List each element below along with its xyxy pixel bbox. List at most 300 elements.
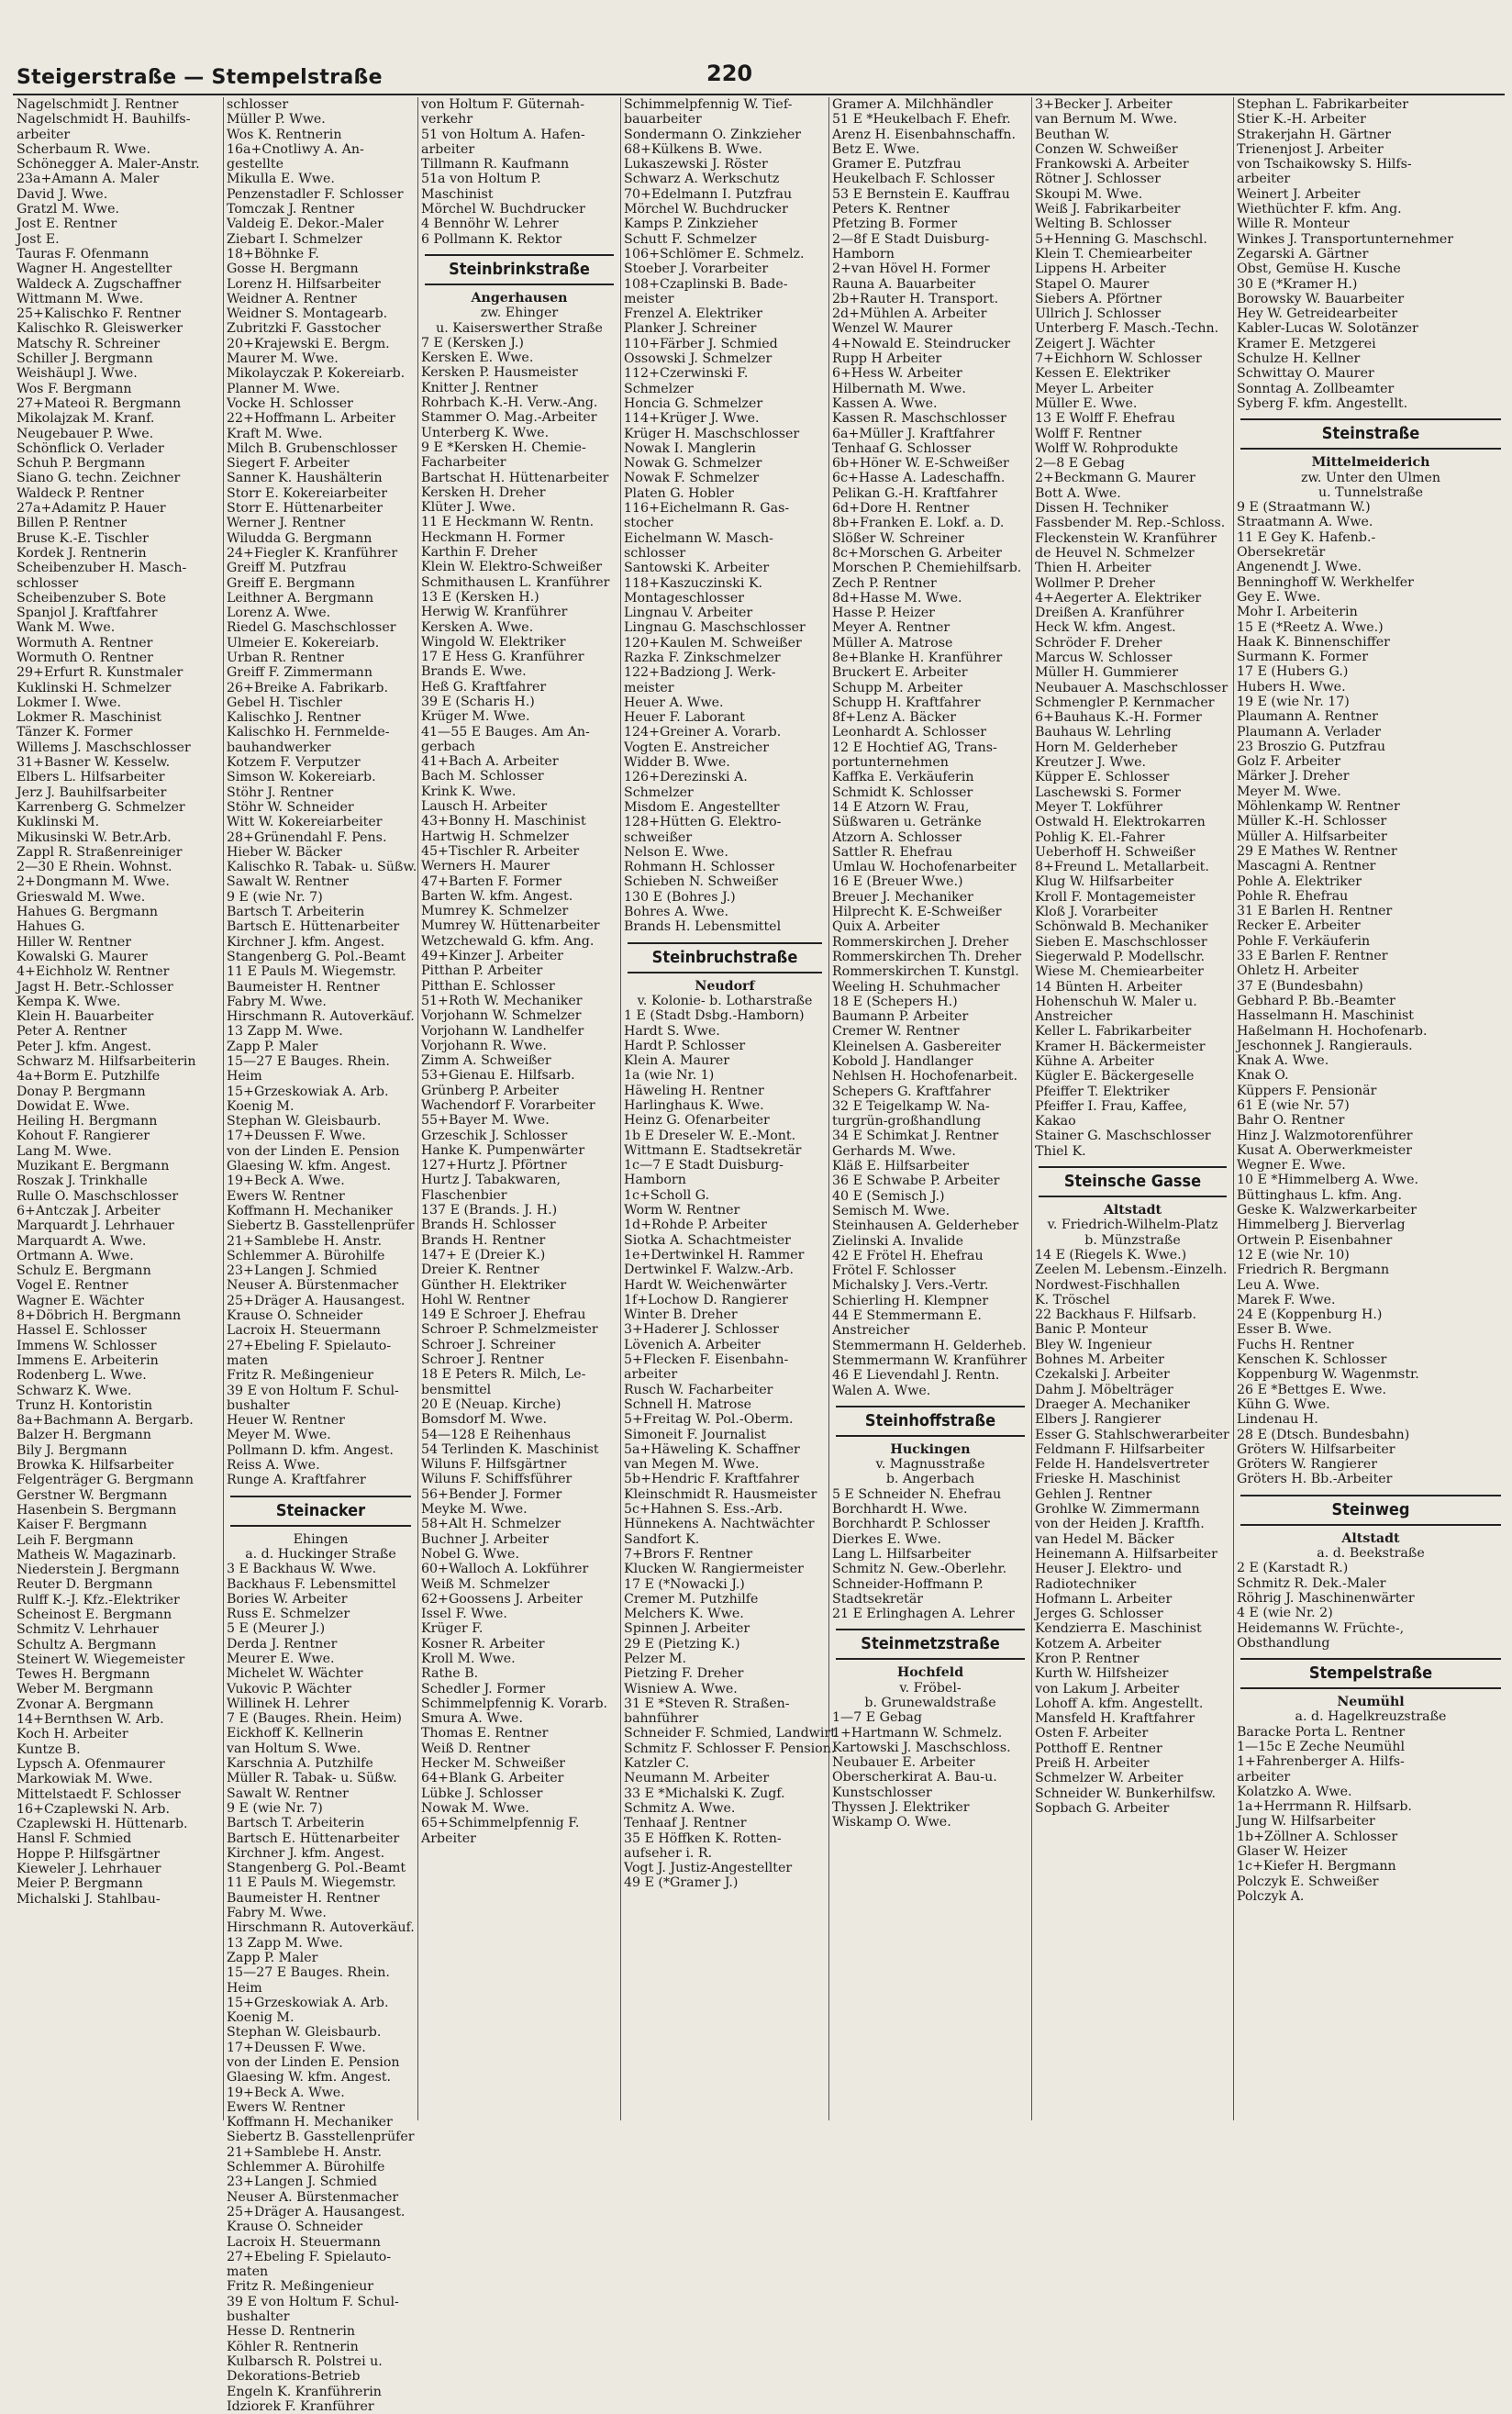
entry-line: Lypsch A. Ofenmaurer (17, 1756, 165, 1772)
entry-line: 12 E (wie Nr. 10) (1237, 1247, 1350, 1263)
entry-line: Friedrich R. Bergmann (1237, 1263, 1390, 1278)
entry-line: Ueberhoff H. Schweißer (1035, 844, 1195, 860)
entry-line: 1+Hartmann W. Schmelz. (832, 1725, 1003, 1741)
entry-line: Dissen H. Techniker (1035, 501, 1169, 517)
entry-line: Rommerskirchen T. Kunstgl. (832, 964, 1019, 980)
entry-line: Küpper E. Schlosser (1035, 770, 1170, 785)
entry-line: Koffmann H. Mechaniker (227, 2115, 393, 2130)
district-name: Altstadt (1103, 1203, 1162, 1218)
entry-line: Zielinski A. Invalide (832, 1233, 963, 1249)
entry-line: Hamborn (624, 1173, 686, 1188)
entry-line: Golz F. Arbeiter (1237, 754, 1340, 770)
entry-line: Kläß E. Hilfsarbeiter (832, 1159, 970, 1174)
entry-line: Dekorations-Betrieb (227, 2369, 361, 2385)
entry-line: Grünberg P. Arbeiter (421, 1083, 559, 1098)
entry-line: Mumrey W. Hüttenarbeiter (421, 918, 600, 934)
entry-line: 5a+Häweling K. Schaffner (624, 1441, 800, 1457)
entry-line: Wittmann M. Wwe. (17, 291, 144, 306)
entry-line: 5+Flecken F. Eisenbahn- (624, 1352, 789, 1368)
entry-line: 32 E Teigelkamp W. Na- (832, 1098, 990, 1114)
entry-line: Lacroix H. Steuermann (227, 1323, 381, 1339)
entry-line: Schmithausen L. Kranführer (421, 574, 610, 590)
entry-line: Heckmann H. Former (421, 529, 565, 545)
entry-line: 47+Barten F. Former (421, 873, 562, 889)
entry-line: Koch H. Arbeiter (17, 1727, 128, 1742)
entry-line: Gröters W. Hilfsarbeiter (1237, 1441, 1395, 1457)
entry-line: von der Linden E. Pension (227, 1143, 400, 1159)
entry-line: Immens E. Arbeiterin (17, 1352, 159, 1368)
entry-line: Misdom E. Angestellter (624, 799, 780, 815)
street-range: a. d. Huckinger Straße (245, 1546, 396, 1562)
entry-line: 40 E (Semisch J.) (832, 1188, 945, 1204)
entry-line: Lövenich A. Arbeiter (624, 1337, 761, 1352)
entry-line: Pollmann D. kfm. Angest. (227, 1442, 394, 1458)
entry-line: Schepers G. Kraftfahrer (832, 1084, 991, 1099)
entry-line: Stemmermann W. Kranführer (832, 1352, 1028, 1368)
entry-line: Karschnia A. Putzhilfe (227, 1756, 373, 1772)
entry-line: Santowski K. Arbeiter (624, 561, 770, 576)
entry-line: 27+Mateoi R. Bergmann (17, 395, 182, 411)
entry-line: Lingnau V. Arbeiter (624, 606, 753, 621)
entry-line: Bartsch T. Arbeiterin (227, 1816, 365, 1831)
entry-line: Sondermann O. Zinkzieher (624, 127, 802, 142)
entry-line: 8+Döbrich H. Bergmann (17, 1308, 182, 1324)
entry-line: 54 Terlinden K. Maschinist (421, 1441, 599, 1457)
entry-line: Marquardt A. Wwe. (17, 1233, 147, 1249)
entry-line: 33 E Barlen F. Rentner (1237, 949, 1388, 964)
entry-line: Kenschen K. Schlosser (1237, 1352, 1387, 1368)
entry-line: Haak K. Binnenschiffer (1237, 634, 1390, 650)
entry-line: van Megen M. Wwe. (624, 1457, 760, 1473)
entry-line: 62+Goossens J. Arbeiter (421, 1591, 583, 1607)
entry-line: Kühn G. Wwe. (1237, 1396, 1330, 1412)
entry-line: Schmelzer W. Arbeiter (1035, 1771, 1184, 1786)
entry-line: 29 E (Pietzing K.) (624, 1636, 740, 1652)
street-range: Ehingen (293, 1531, 349, 1547)
entry-line: 51a von Holtum P. (421, 172, 541, 187)
entry-line: Esser G. Stahlschwerarbeiter (1035, 1427, 1229, 1442)
entry-line: 6+Antczak J. Arbeiter (17, 1203, 161, 1218)
entry-line: 18 E (Schepers H.) (832, 994, 958, 1009)
entry-line: Polczyk E. Schweißer (1237, 1874, 1379, 1889)
entry-line: Planker J. Schreiner (624, 321, 757, 337)
entry-line: Hanke K. Pumpenwärter (421, 1142, 585, 1158)
street-range: a. d. Hagelkreuzstraße (1295, 1709, 1447, 1725)
entry-line: Scheibenzuber S. Bote (17, 590, 167, 606)
entry-line: Schroer J. Rentner (421, 1352, 544, 1368)
entry-line: 1a (wie Nr. 1) (624, 1068, 715, 1084)
district-name: Mittelmeiderich (1311, 455, 1430, 471)
entry-line: 2+Dongmann M. Wwe. (17, 874, 170, 890)
entry-line: Balzer H. Bergmann (17, 1428, 151, 1443)
entry-line: Smura A. Wwe. (421, 1711, 523, 1727)
entry-line: Schönwald B. Mechaniker (1035, 919, 1208, 935)
entry-line: Rommerskirchen Th. Dreher (832, 949, 1022, 964)
entry-line: Müller H. Gummierer (1035, 665, 1179, 681)
entry-line: Sawalt W. Rentner (227, 1785, 349, 1801)
street-heading: Steinbrinkstraße (425, 254, 614, 285)
entry-line: Hardt S. Wwe. (624, 1023, 720, 1039)
entry-line: 23a+Amann A. Maler (17, 172, 160, 187)
entry-line: gerbach (421, 739, 475, 754)
street-heading: Steinstraße (1240, 418, 1501, 450)
entry-line: von der Linden E. Pension (227, 2055, 400, 2070)
entry-line: Kloß J. Vorarbeiter (1035, 905, 1158, 920)
entry-line: Obersekretär (1237, 545, 1326, 561)
entry-line: Klein A. Maurer (624, 1053, 730, 1069)
entry-line: 3+Becker J. Arbeiter (1035, 97, 1173, 112)
entry-line: Fritz R. Meßingenieur (227, 1368, 374, 1384)
entry-line: 114+Krüger J. Wwe. (624, 411, 760, 427)
entry-line: 19+Beck A. Wwe. (227, 2085, 345, 2100)
entry-line: Bohres A. Wwe. (624, 905, 728, 920)
entry-line: Bley W. Ingenieur (1035, 1337, 1152, 1352)
entry-line: bushalter (227, 2309, 290, 2325)
entry-line: Koffmann H. Mechaniker (227, 1203, 393, 1218)
entry-line: 16a+Cnotliwy A. An- (227, 141, 364, 157)
entry-line: 126+Derezinski A. (624, 770, 748, 785)
entry-line: Schulze H. Kellner (1237, 351, 1361, 367)
entry-line: Vogt J. Justiz-Angestellter (624, 1861, 793, 1876)
entry-line: 7+Brors F. Rentner (624, 1546, 753, 1562)
entry-line: Röhrig J. Maschinenwärter (1237, 1590, 1415, 1606)
entry-line: Lokmer R. Maschinist (17, 710, 161, 726)
entry-line: Bartsch E. Hüttenarbeiter (227, 1830, 400, 1846)
entry-line: Brands H. Schlosser (421, 1218, 556, 1233)
entry-line: Tänzer K. Former (17, 725, 133, 740)
entry-line: Harlinghaus K. Wwe. (624, 1098, 764, 1113)
entry-line: Trunz H. Kontoristin (17, 1397, 153, 1413)
entry-line: Vorjohann W. Landhelfer (421, 1023, 584, 1039)
entry-line: Schneider-Hoffmann P. (832, 1576, 984, 1592)
entry-line: Tauras F. Ofenmann (17, 246, 150, 261)
entry-line: Walen A. Wwe. (832, 1383, 931, 1398)
entry-line: Schimmelpfennig W. Tief- (624, 97, 793, 112)
entry-line: Heiling H. Bergmann (17, 1114, 158, 1129)
entry-line: Elbers J. Rangierer (1035, 1412, 1162, 1428)
entry-line: Werners H. Maurer (421, 859, 550, 874)
entry-line: 106+Schlömer E. Schmelz. (624, 246, 805, 261)
street-range: v. Friedrich-Wilhelm-Platz (1047, 1218, 1218, 1233)
entry-line: 16+Czaplewski N. Arb. (17, 1801, 170, 1817)
entry-line: Unterberg F. Masch.-Techn. (1035, 321, 1219, 337)
entry-line: Idziorek F. Kranführer (227, 2398, 374, 2414)
entry-line: Kleinschmidt R. Hausmeister (624, 1486, 817, 1502)
entry-line: Meyer M. Wwe. (1237, 784, 1341, 799)
directory-column (1035, 97, 1230, 2125)
entry-line: Stainer G. Maschschlosser (1035, 1129, 1211, 1144)
entry-line: Schröder F. Dreher (1035, 635, 1162, 651)
entry-line: Kersken E. Wwe. (421, 350, 534, 366)
entry-line: 17+Deussen F. Wwe. (227, 2040, 366, 2055)
entry-line: Leih F. Bergmann (17, 1532, 134, 1548)
entry-line: 25+Dräger A. Hausangest. (227, 2204, 406, 2219)
entry-line: Kreutzer J. Wwe. (1035, 755, 1147, 771)
entry-line: Dreier K. Rentner (421, 1263, 539, 1278)
entry-line: Krink K. Wwe. (421, 784, 517, 799)
entry-line: 14 Bünten H. Arbeiter (1035, 979, 1183, 995)
entry-line: Zubritzki F. Gasstocher (227, 321, 381, 337)
entry-line: Scherbaum R. Wwe. (17, 141, 150, 157)
entry-line: Sandfort K. (624, 1531, 700, 1547)
entry-line: Schiller J. Bergmann (17, 351, 153, 367)
entry-line: Weinert J. Arbeiter (1237, 186, 1361, 202)
entry-line: Peter A. Rentner (17, 1024, 128, 1040)
entry-line: 7+Eichhorn W. Schlosser (1035, 351, 1202, 367)
entry-line: Glaser W. Heizer (1237, 1844, 1348, 1860)
entry-line: Schmelzer (624, 381, 694, 396)
district-name: Angerhausen (471, 290, 568, 306)
entry-line: Wiese M. Chemiearbeiter (1035, 964, 1204, 980)
entry-line: Hey W. Getreidearbeiter (1237, 306, 1398, 322)
entry-line: 137 E (Brands. J. H.) (421, 1203, 558, 1218)
entry-line: Kraft M. Wwe. (227, 426, 323, 441)
entry-line: Potthoff E. Rentner (1035, 1741, 1162, 1756)
entry-line: Schupp M. Arbeiter (832, 680, 963, 695)
directory-column (1237, 97, 1505, 2125)
entry-line: Stammer O. Mag.-Arbeiter (421, 410, 597, 426)
entry-line: Bomsdorf M. Wwe. (421, 1412, 548, 1428)
entry-line: Buchner J. Arbeiter (421, 1531, 549, 1547)
entry-line: Schlemmer A. Bürohilfe (227, 1248, 385, 1263)
entry-line: Facharbeiter (421, 455, 506, 471)
entry-line: 21+Samblebe H. Anstr. (227, 2144, 383, 2160)
entry-line: Marquardt J. Lehrhauer (17, 1218, 174, 1234)
entry-line: Klein T. Chemiearbeiter (1035, 246, 1193, 261)
entry-line: Browka K. Hilfsarbeiter (17, 1458, 174, 1474)
entry-line: Maurer M. Wwe. (227, 351, 339, 367)
entry-line: Zegarski A. Gärtner (1237, 246, 1369, 261)
entry-line: Werner J. Rentner (227, 516, 346, 531)
district-name: Hochfeld (896, 1665, 964, 1681)
entry-line: Weidner S. Montagearb. (227, 306, 388, 322)
entry-line: 51 von Holtum A. Hafen- (421, 127, 585, 142)
entry-line: Wos F. Bergmann (17, 381, 132, 396)
entry-line: Oberscherkirat A. Bau-u. (832, 1770, 997, 1785)
entry-line: Ortmann A. Wwe. (17, 1248, 134, 1263)
entry-line: Siotka A. Schachtmeister (624, 1232, 791, 1248)
entry-line: Elbers L. Hilfsarbeiter (17, 770, 165, 785)
entry-line: Eickhoff K. Kellnerin (227, 1726, 364, 1741)
entry-line: Ziebart I. Schmelzer (227, 231, 362, 247)
entry-line: Unterberg K. Wwe. (421, 425, 550, 440)
entry-line: Koenig M. (227, 1098, 295, 1114)
entry-line: Czaplewski H. Hüttenarb. (17, 1817, 188, 1832)
entry-line: 8+Freund L. Metallarbeit. (1035, 860, 1209, 875)
entry-line: 31 E Barlen H. Rentner (1237, 904, 1393, 919)
entry-line: 39 E von Holtum F. Schul- (227, 2294, 399, 2309)
entry-line: van Bernum M. Wwe. (1035, 112, 1178, 128)
entry-line: Bruse K.-E. Tischler (17, 530, 149, 546)
directory-column (832, 97, 1028, 2125)
entry-line: Rötner J. Schlosser (1035, 172, 1161, 187)
entry-line: Beuthan W. (1035, 127, 1110, 142)
entry-line: Cremer W. Rentner (832, 1024, 960, 1040)
entry-line: Vogel E. Rentner (17, 1278, 128, 1294)
entry-line: Kuklinski H. Schmelzer (17, 680, 172, 695)
entry-line: Greiff F. Zimmermann (227, 665, 372, 681)
entry-line: 5 E (Meurer J.) (227, 1621, 326, 1637)
entry-line: Nagelschmidt J. Rentner (17, 97, 179, 112)
entry-line: Muzikant E. Bergmann (17, 1159, 170, 1174)
entry-line: 11 E Gey K. Hafenb.- (1237, 529, 1376, 545)
street-range: v. Magnusstraße (875, 1457, 985, 1473)
entry-line: K. Tröschel (1035, 1292, 1110, 1307)
entry-line: 11 E Pauls M. Wiegemstr. (227, 964, 396, 980)
entry-line: Müller A. Matrose (832, 635, 953, 651)
entry-line: Anstreicher (832, 1323, 910, 1339)
entry-line: 4 E (wie Nr. 2) (1237, 1606, 1333, 1621)
entry-line: Zech P. Rentner (832, 575, 937, 591)
entry-line: Zapp P. Maler (227, 1039, 318, 1054)
entry-line: portunternehmen (832, 755, 949, 771)
entry-line: Lippens H. Arbeiter (1035, 261, 1166, 277)
entry-line: 53 E Bernstein E. Kauffrau (832, 186, 1010, 202)
entry-line: Weishäupl J. Wwe. (17, 366, 138, 382)
entry-line: Greiff M. Putzfrau (227, 561, 347, 576)
entry-line: Ewers W. Rentner (227, 2099, 345, 2115)
district-name: Neumühl (1337, 1695, 1405, 1710)
street-range: b. Grunewaldstraße (864, 1695, 996, 1710)
entry-line: schweißer (624, 829, 693, 845)
entry-line: Bohnes M. Arbeiter (1035, 1352, 1164, 1368)
entry-line: Schneider W. Bunkerhilfsw. (1035, 1785, 1216, 1801)
entry-line: Reiss A. Wwe. (227, 1458, 320, 1474)
entry-line: Nagelschmidt H. Bauhilfs- (17, 112, 191, 128)
entry-line: Dreißen A. Kranführer (1035, 606, 1184, 621)
entry-line: Weber M. Bergmann (17, 1682, 154, 1697)
entry-line: Stöhr J. Rentner (227, 784, 334, 800)
entry-line: Schedler J. Former (421, 1681, 546, 1696)
entry-line: Wagner E. Wächter (17, 1293, 144, 1308)
entry-line: Lübke J. Schlosser (421, 1785, 543, 1801)
entry-line: 20 E (Neuap. Kirche) (421, 1396, 561, 1412)
entry-line: 1f+Lochow D. Rangierer (624, 1292, 788, 1307)
entry-line: van Holtum S. Wwe. (227, 1741, 361, 1756)
entry-line: Pohle F. Verkäuferin (1237, 933, 1371, 949)
street-range: v. Kolonie- b. Lotharstraße (637, 993, 813, 1008)
entry-line: Markowiak M. Wwe. (17, 1772, 153, 1787)
entry-line: Dahm J. Möbelträger (1035, 1382, 1173, 1397)
entry-line: Kersken P. Hausmeister (421, 365, 578, 381)
entry-line: Wiethüchter F. kfm. Ang. (1237, 202, 1402, 217)
entry-line: Ewers W. Rentner (227, 1188, 345, 1204)
entry-line: Lorenz H. Hilfsarbeiter (227, 276, 381, 292)
entry-line: Steinert W. Wiegemeister (17, 1652, 185, 1667)
entry-line: Vorjohann W. Schmelzer (421, 1008, 582, 1024)
entry-line: Mikulla E. Wwe. (227, 172, 335, 187)
entry-line: Möhlenkamp W. Rentner (1237, 799, 1400, 815)
entry-line: Thien H. Arbeiter (1035, 561, 1151, 576)
entry-line: 19+Beck A. Wwe. (227, 1174, 345, 1189)
entry-line: Jagst H. Betr.-Schlosser (17, 979, 173, 995)
entry-line: Kamps P. Zinkzieher (624, 217, 758, 232)
entry-line: Betz E. Wwe. (832, 141, 920, 157)
entry-line: 41+Bach A. Arbeiter (421, 754, 559, 770)
entry-line: Kartowski J. Maschschloss. (832, 1740, 1011, 1755)
entry-line: 15+Grzeskowiak A. Arb. (227, 1995, 389, 2010)
entry-line: 2b+Rauter H. Transport. (832, 291, 999, 306)
entry-line: Laschewski S. Former (1035, 784, 1181, 800)
entry-line: Immens W. Schlosser (17, 1338, 157, 1353)
entry-line: Borowsky W. Bauarbeiter (1237, 291, 1405, 306)
entry-line: 6c+Hasse A. Ladeschaffn. (832, 471, 1006, 486)
entry-line: Surmann K. Former (1237, 650, 1368, 665)
entry-line: 13 Zapp M. Wwe. (227, 1024, 343, 1040)
entry-line: 34 E Schimkat J. Rentner (832, 1129, 999, 1144)
entry-line: 1—7 E Gebag (832, 1710, 922, 1726)
entry-line: Küppers F. Pensionär (1237, 1083, 1377, 1098)
entry-line: Bach M. Schlosser (421, 769, 544, 784)
entry-line: Pohlig K. El.-Fahrer (1035, 829, 1165, 845)
entry-line: Riedel G. Maschschlosser (227, 620, 396, 636)
entry-line: Kroll F. Montagemeister (1035, 889, 1195, 905)
entry-line: Schmengler P. Kernmacher (1035, 695, 1215, 710)
entry-line: Felde H. Handelsvertreter (1035, 1457, 1209, 1473)
entry-line: Kotzem A. Arbeiter (1035, 1636, 1162, 1652)
entry-line: meister (624, 291, 674, 306)
entry-line: Kersken H. Dreher (421, 484, 546, 500)
entry-line: Scheinost E. Bergmann (17, 1607, 172, 1622)
entry-line: Fleckenstein W. Kranführer (1035, 530, 1217, 546)
entry-line: Kalischko R. Gleiswerker (17, 321, 183, 337)
entry-line: Mikusinski W. Betr.Arb. (17, 829, 172, 845)
entry-line: Willems J. Maschschlosser (17, 740, 191, 755)
entry-line: Glaesing W. kfm. Angest. (227, 2070, 392, 2086)
entry-line: 29+Erfurt R. Kunstmaler (17, 665, 183, 681)
entry-line: Schupp H. Kraftfahrer (832, 695, 981, 710)
entry-line: Wittmann E. Stadtsekretär (624, 1142, 802, 1158)
entry-line: 17+Deussen F. Wwe. (227, 1129, 366, 1144)
entry-line: Jerges G. Schlosser (1035, 1607, 1163, 1622)
entry-line: 39 E (Scharis H.) (421, 694, 535, 709)
entry-line: Hieber W. Bäcker (227, 844, 342, 860)
entry-line: aufseher i. R. (624, 1845, 713, 1861)
entry-line: Kurth W. Hilfsheizer (1035, 1666, 1169, 1682)
entry-line: Dertwinkel F. Walzw.-Arb. (624, 1263, 794, 1278)
entry-line: 44 E Stemmermann E. (832, 1308, 982, 1324)
entry-line: verkehr (421, 112, 473, 128)
entry-line: Schmitz R. Dek.-Maler (1237, 1575, 1386, 1591)
entry-line: Pfeiffer I. Frau, Kaffee, (1035, 1098, 1187, 1114)
entry-line: Dowidat E. Wwe. (17, 1098, 130, 1114)
entry-line: Hardt P. Schlosser (624, 1038, 746, 1053)
entry-line: Kramer H. Bäckermeister (1035, 1039, 1206, 1054)
entry-line: Radiotechniker (1035, 1576, 1137, 1592)
column-divider (620, 97, 621, 2120)
entry-line: Reuter D. Bergmann (17, 1577, 153, 1593)
entry-line: 51 E *Heukelbach F. Ehefr. (832, 112, 1011, 128)
entry-line: Schmidt K. Schlosser (832, 784, 973, 800)
entry-line: Ossowski J. Schmelzer (624, 351, 773, 367)
entry-line: Stadtsekretär (832, 1591, 924, 1607)
entry-line: Rulle O. Maschschlosser (17, 1188, 179, 1204)
entry-line: 20+Krajewski E. Bergm. (227, 336, 390, 351)
entry-line: 6 Pollmann K. Rektor (421, 231, 562, 247)
entry-line: 1a+Herrmann R. Hilfsarb. (1237, 1799, 1412, 1815)
entry-line: Schutt F. Schmelzer (624, 231, 757, 247)
entry-line: van Hedel M. Bäcker (1035, 1531, 1174, 1547)
entry-line: 16 E (Breuer Wwe.) (832, 874, 963, 890)
entry-line: schlosser (624, 545, 686, 561)
directory-column (227, 97, 417, 2414)
entry-line: Zapp P. Maler (227, 1950, 318, 1965)
entry-line: Engeln K. Kranführerin (227, 2384, 382, 2399)
entry-line: Straatmann A. Wwe. (1237, 515, 1373, 530)
entry-line: Klucken W. Rangiermeister (624, 1562, 804, 1577)
entry-line: Schneider F. Schmied, Landwirt (624, 1726, 836, 1741)
entry-line: Kügler E. Bäckergeselle (1035, 1069, 1195, 1085)
